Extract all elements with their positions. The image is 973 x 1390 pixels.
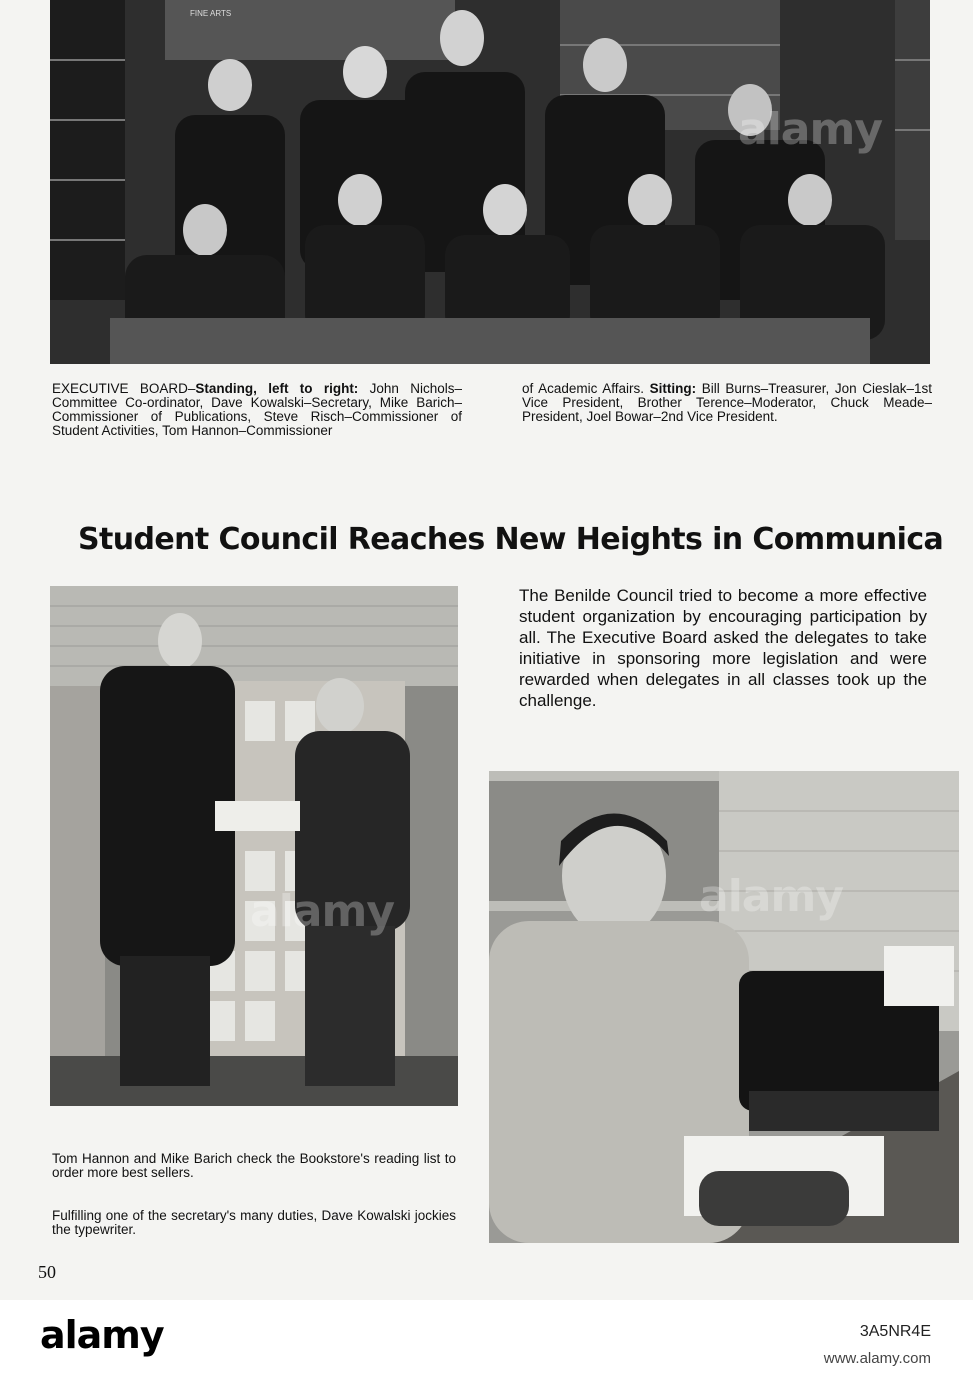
footer-logo: alamy (40, 1313, 164, 1357)
page-number: 50 (38, 1262, 56, 1282)
typewriter-photo (489, 771, 959, 1243)
caption-sep: – (187, 381, 196, 396)
watermark-top: alamy (738, 104, 882, 155)
page-headline: Student Council Reaches New Heights in Communica (78, 522, 944, 557)
bookstore-caption: Tom Hannon and Mike Barich check the Bookstore's reading list to order more best sellers. (52, 1151, 456, 1180)
footer-image-id: 3A5NR4E (859, 1323, 931, 1340)
executive-board-caption-right (522, 382, 932, 424)
executive-board-photo (50, 0, 930, 364)
footer-url: www.alamy.com (823, 1350, 931, 1367)
caption-standing-label: Standing, left to right: (195, 381, 359, 396)
executive-board-caption-left (52, 382, 462, 438)
caption-sitting-label: Sitting: (649, 381, 697, 396)
caption-sitting-names: Bill Burns–Treasurer, Jon Cieslak–1st Vice President, Brother Terence–Moderator, Chuck Meade–President, Joel Bowar–2nd Vice President. (522, 381, 932, 424)
article-body: The Benilde Council tried to become a more effective student organization by encouraging participation by all. The Executive Board asked the delegates to take initiative in sponsoring more legislation and were rewarded when delegates in all classes took up the challenge. (519, 586, 927, 710)
bookstore-photo (50, 586, 458, 1106)
caption-lead: EXECUTIVE BOARD (52, 381, 188, 396)
watermark-typewriter: alamy (699, 871, 843, 922)
typewriter-caption: Fulfilling one of the secretary's many duties, Dave Kowalski jockies the typewriter. (52, 1208, 456, 1237)
shelf-sign: FINE ARTS (190, 9, 232, 18)
caption-standing-names: John Nichols–Committee Co-ordinator, Dave Kowalski–Secretary, Mike Barich–Commissioner of Publications, Steve Risch–Commissioner of Student Activities, Tom Hannon–Commissioner (52, 381, 463, 438)
watermark-bookstore: alamy (250, 886, 394, 937)
caption-continued: of Academic Affairs. (522, 381, 645, 396)
